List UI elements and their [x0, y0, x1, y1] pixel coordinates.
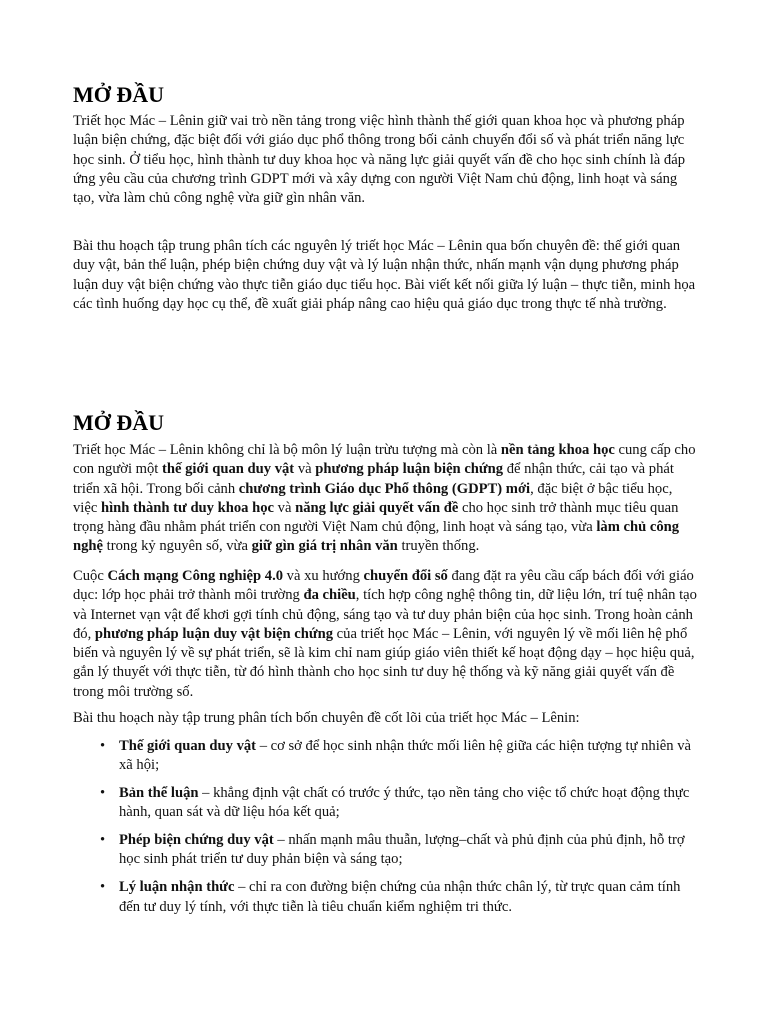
text-run: trong kỷ nguyên số, vừa: [103, 538, 252, 555]
text-run: và: [294, 461, 316, 478]
bold-run: thế giới quan duy vật: [162, 461, 295, 478]
body-paragraph-industry-4: [73, 567, 698, 702]
list-item-text: – nhấn mạnh mâu thuẫn, lượng–chất và phủ định của phủ định, hỗ trợ học sinh phát triển tư duy phản biện và sáng tạo;: [119, 832, 685, 868]
bold-run: phương pháp luận biện chứng: [315, 461, 504, 478]
intro-paragraph-2: Bài thu hoạch tập trung phân tích các nguyên lý triết học Mác – Lênin qua bốn chuyên đề: thế giới quan duy vật, bản thể luận, phép biện chứng duy vật và lý luận nhận thức, nhấn mạnh vận dụng phương pháp luận duy vật biện chứng vào thực tiễn giáo dục tiểu học. Bài viết kết nối giữa lý luận – thực tiễn, minh họa các tình huống dạy học cụ thể, đề xuất giải pháp nâng cao hiệu quả giáo dục trong thực tế nhà trường.: [73, 238, 696, 312]
bold-run: chương trình Giáo dục Phổ thông (GDPT) mới: [238, 480, 531, 497]
list-item: [73, 878, 698, 917]
list-item-text: – khẳng định vật chất có trước ý thức, tạo nền tảng cho việc tổ chức hoạt động thực hành, quan sát và dữ liệu hóa kết quả;: [119, 785, 690, 821]
bullet-icon: •: [100, 785, 106, 802]
text-run: của triết học Mác – Lênin, với nguyên lý về mối liên hệ phổ biến và nguyên lý về sự phát triển, sẽ là kim chỉ nam giúp giáo viên thiết kế hoạt động dạy – học hiệu quả, gắn lý thuyết với thực tiễn, từ đó hình thành cho học sinh tư duy hệ thống và kỹ năng giải quyết vấn đề trong môi trường số.: [73, 625, 695, 700]
bullet-icon: •: [100, 832, 106, 849]
bold-run: chuyển đổi số: [363, 568, 448, 584]
topics-list: [73, 737, 698, 925]
text-run: để nhận thức, cải tạo và phát triển xã hội. Trong bối cảnh: [73, 461, 674, 497]
list-item-text: – cơ sở để học sinh nhận thức mối liên hệ giữa các hiện tượng tự nhiên và xã hội;: [119, 738, 691, 774]
bold-run: Cách mạng Công nghiệp 4.0: [107, 568, 284, 584]
bold-run: làm chủ công nghệ: [73, 519, 680, 555]
list-item-title: Bản thể luận: [119, 785, 199, 802]
text-run: và: [274, 499, 296, 516]
text-run: Cuộc: [73, 568, 108, 584]
body-paragraph-topics-intro: Bài thu hoạch này tập trung phân tích bốn chuyên đề cốt lõi của triết học Mác – Lênin:: [73, 710, 580, 726]
text-run: , đặc biệt ở bậc tiểu học, việc: [73, 480, 673, 516]
list-item-text: – chỉ ra con đường biện chứng của nhận thức chân lý, từ trực quan cảm tính đến tư duy lý tính, với thực tiễn là tiêu chuẩn kiểm nghiệm tri thức.: [119, 879, 681, 915]
list-item-title: Phép biện chứng duy vật: [119, 832, 274, 849]
bullet-icon: •: [100, 879, 106, 896]
section-heading-1: MỞ ĐẦU: [73, 82, 165, 107]
bullet-icon: •: [100, 738, 106, 754]
text-run: và xu hướng: [283, 568, 364, 584]
text-run: , tích hợp công nghệ thông tin, dữ liệu lớn, trí tuệ nhân tạo và Internet vạn vật để khơi gợi tính chủ động, sáng tạo và tư duy phản biện của học sinh. Trong hoàn cảnh đó,: [73, 587, 697, 642]
list-item: [73, 831, 698, 870]
bold-run: nền tảng khoa học: [500, 442, 615, 458]
bold-run: năng lực giải quyết vấn đề: [295, 499, 459, 516]
text-run: đang đặt ra yêu cầu cấp bách đối với giáo dục: lớp học phải trở thành môi trường: [73, 568, 694, 604]
list-item-title: Thế giới quan duy vật: [119, 738, 257, 754]
section-heading-2: MỞ ĐẦU: [73, 410, 165, 435]
list-item-title: Lý luận nhận thức: [119, 879, 235, 896]
bold-run: phương pháp luận duy vật biện chứng: [94, 625, 334, 642]
list-item: [73, 737, 698, 776]
intro-paragraph-1: Triết học Mác – Lênin giữ vai trò nền tảng trong việc hình thành thế giới quan khoa học và phương pháp luận biện chứng, đặc biệt đối với giáo dục phổ thông trong bối cảnh chuyển đổi số và phát triển năng lực học sinh. Ở tiểu học, hình thành tư duy khoa học và năng lực giải quyết vấn đề cho học sinh chính là đáp ứng yêu cầu của chương trình GDPT mới và xây dựng con người Việt Nam chủ động, linh hoạt và sáng tạo, vừa làm chủ công nghệ vừa giữ gìn nhân văn.: [73, 113, 685, 207]
body-paragraph-philosophy: [73, 441, 698, 557]
bold-run: hình thành tư duy khoa học: [100, 499, 274, 516]
text-run: Triết học Mác – Lênin không chỉ là bộ môn lý luận trừu tượng mà còn là: [73, 442, 501, 458]
bold-run: đa chiều: [303, 587, 356, 604]
bold-run: giữ gìn giá trị nhân văn: [251, 538, 398, 555]
text-run: cho học sinh trở thành mục tiêu quan trọng hàng đầu nhằm phát triển con người Việt Nam chủ động, linh hoạt và sáng tạo, vừa: [73, 499, 679, 536]
text-run: truyền thống.: [397, 538, 480, 555]
text-run: cung cấp cho con người một: [73, 442, 696, 478]
list-item: [73, 784, 698, 823]
